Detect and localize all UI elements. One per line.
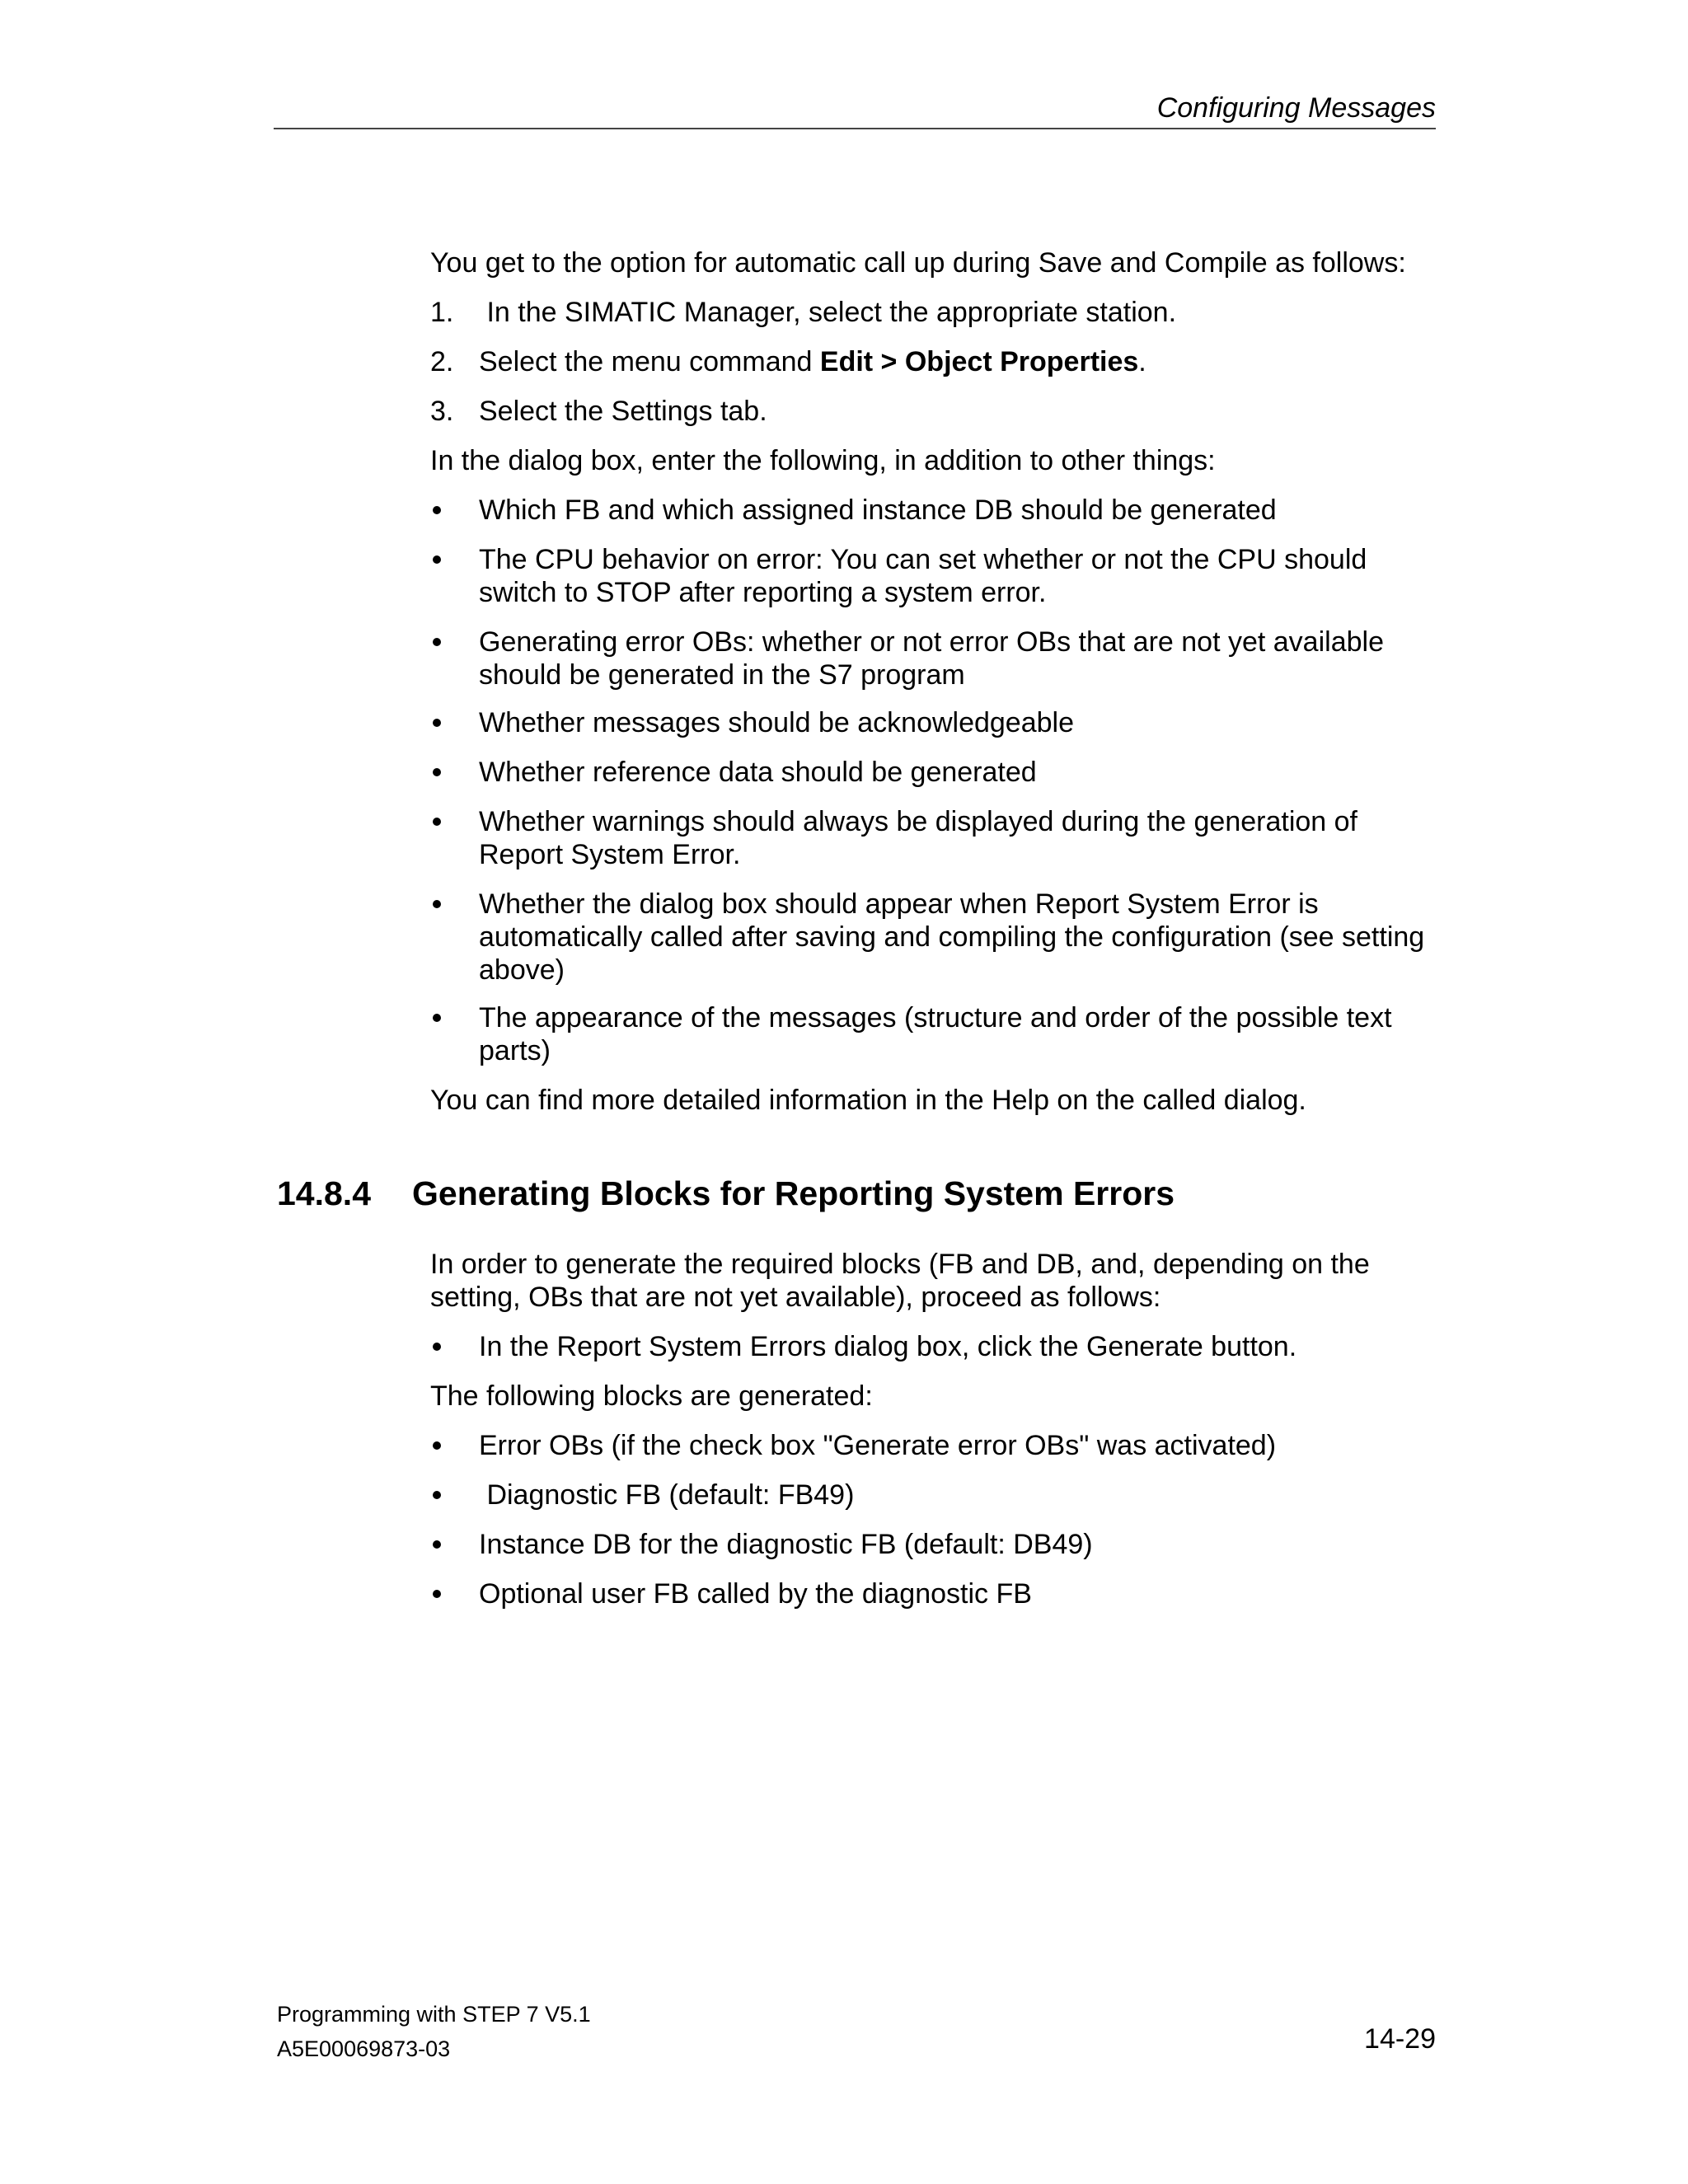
step-item bbox=[430, 395, 1436, 444]
bullet-item bbox=[430, 756, 1436, 805]
bullet-text: Whether warnings should always be displayed during the generation of Report System Error. bbox=[479, 806, 1357, 870]
bullet-icon bbox=[433, 1491, 441, 1499]
dialog-options-list bbox=[430, 494, 1436, 1084]
bullet-item bbox=[430, 494, 1436, 543]
bullet-text: Whether messages should be acknowledgeable bbox=[479, 707, 1075, 738]
bullet-item bbox=[430, 1577, 1436, 1627]
intro-block bbox=[430, 246, 1436, 1117]
bullet-item bbox=[430, 805, 1436, 888]
section-title: Generating Blocks for Reporting System Errors bbox=[412, 1174, 1175, 1212]
bullet-text: Whether reference data should be generated bbox=[479, 757, 1037, 788]
bullet-text: Optional user FB called by the diagnostic FB bbox=[479, 1578, 1032, 1610]
step-item bbox=[430, 345, 1436, 395]
intro-paragraph: You get to the option for automatic call up during Save and Compile as follows: bbox=[430, 247, 1406, 279]
section-heading bbox=[277, 1174, 1175, 1213]
step-text-before: Select the menu command bbox=[479, 346, 820, 377]
bullet-item bbox=[430, 626, 1436, 706]
bullet-text: The CPU behavior on error: You can set whether or not the CPU should switch to STOP after reporting a system error. bbox=[479, 544, 1367, 608]
bullet-icon bbox=[433, 768, 441, 776]
help-paragraph: You can find more detailed information in the Help on the called dialog. bbox=[430, 1085, 1306, 1116]
bullet-text: Diagnostic FB (default: FB49) bbox=[479, 1479, 855, 1511]
bullet-icon bbox=[433, 506, 441, 514]
menu-command-bold: Edit > Object Properties bbox=[819, 346, 1139, 377]
page-number: 14-29 bbox=[1364, 2023, 1436, 2055]
generated-blocks-list bbox=[430, 1429, 1436, 1627]
bullet-item bbox=[430, 706, 1436, 756]
bullet-text: Which FB and which assigned instance DB should be generated bbox=[479, 494, 1277, 526]
steps-list bbox=[430, 296, 1436, 444]
bullet-icon bbox=[433, 719, 441, 727]
bullet-item bbox=[430, 1001, 1436, 1084]
running-header-title: Configuring Messages bbox=[1156, 92, 1436, 124]
step-number: 1. bbox=[430, 297, 454, 328]
dialog-intro-paragraph: In the dialog box, enter the following, in addition to other things: bbox=[430, 445, 1216, 476]
bullet-text: Instance DB for the diagnostic FB (default: DB49) bbox=[479, 1529, 1093, 1560]
bullet-icon bbox=[433, 1590, 441, 1598]
bullet-icon bbox=[433, 555, 441, 564]
bullet-item bbox=[430, 1330, 1436, 1380]
bullet-item bbox=[430, 1479, 1436, 1528]
step-item bbox=[430, 296, 1436, 345]
section-intro-paragraph: In order to generate the required blocks (FB and DB, and, depending on the setting, OBs that are not yet available), proceed as follows: bbox=[430, 1249, 1370, 1313]
section-number: 14.8.4 bbox=[277, 1174, 371, 1212]
bullet-text: Error OBs (if the check box "Generate error OBs" was activated) bbox=[479, 1430, 1277, 1461]
footer-book-title: Programming with STEP 7 V5.1 bbox=[277, 2002, 591, 2027]
bullet-item bbox=[430, 1429, 1436, 1479]
bullet-text: Generating error OBs: whether or not error OBs that are not yet available should be generated in the S7 program bbox=[479, 626, 1384, 691]
section-body bbox=[430, 1248, 1436, 1627]
footer-doc-number: A5E00069873-03 bbox=[277, 2036, 451, 2061]
bullet-text: In the Report System Errors dialog box, click the Generate button. bbox=[479, 1331, 1297, 1362]
bullet-text: The appearance of the messages (structure and order of the possible text parts) bbox=[479, 1002, 1392, 1066]
step-number: 3. bbox=[430, 396, 454, 427]
bullet-icon bbox=[433, 818, 441, 826]
bullet-icon bbox=[433, 1441, 441, 1450]
generated-intro-paragraph: The following blocks are generated: bbox=[430, 1380, 873, 1412]
step-text: In the SIMATIC Manager, select the appropriate station. bbox=[479, 297, 1177, 328]
bullet-item bbox=[430, 1528, 1436, 1577]
bullet-icon bbox=[433, 900, 441, 908]
bullet-icon bbox=[433, 1540, 441, 1549]
header-divider bbox=[274, 128, 1436, 129]
bullet-item bbox=[430, 543, 1436, 626]
step-text: Select the Settings tab. bbox=[479, 396, 767, 427]
bullet-icon bbox=[433, 1343, 441, 1351]
footer-left bbox=[277, 1997, 591, 2066]
bullet-text: Whether the dialog box should appear when Report System Error is automatically called after saving and compiling the configuration (see setting above) bbox=[479, 888, 1425, 986]
bullet-icon bbox=[433, 638, 441, 646]
bullet-item bbox=[430, 888, 1436, 1001]
bullet-icon bbox=[433, 1014, 441, 1022]
action-list bbox=[430, 1330, 1436, 1380]
step-number: 2. bbox=[430, 346, 454, 377]
step-text-after: . bbox=[1138, 346, 1146, 377]
